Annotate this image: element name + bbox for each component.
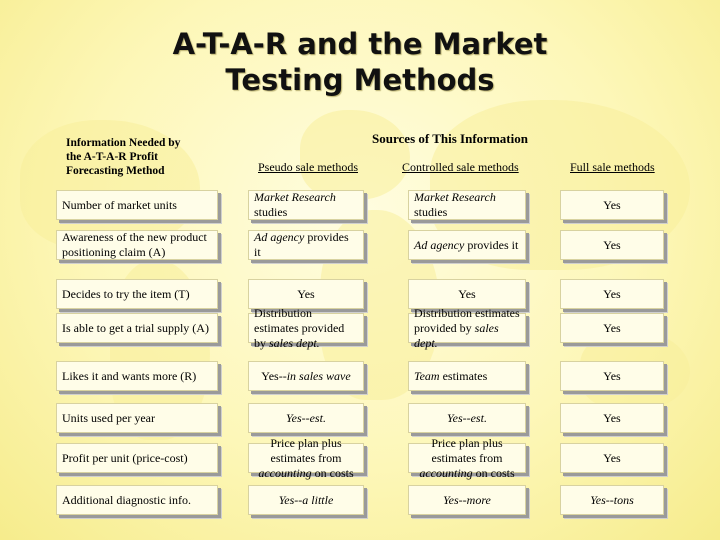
cell-text — [414, 306, 520, 351]
cell-text: Yes--a little — [278, 492, 334, 507]
cell-fragment: on costs — [472, 465, 515, 480]
cell-pseudo — [248, 485, 364, 515]
cell-emphasis: accounting — [258, 465, 312, 480]
cell-full — [560, 279, 664, 309]
cell-pseudo — [248, 305, 364, 350]
row-label: Is able to get a trial supply (A) — [56, 313, 218, 343]
cell-text: Yes--est. — [447, 410, 487, 425]
cell-controlled — [408, 190, 526, 220]
cell-controlled — [408, 279, 526, 309]
cell-text: Yes — [603, 286, 621, 301]
cell-fragment: Price plan plus estimates from — [270, 435, 342, 465]
cell-text — [254, 230, 358, 260]
cell-emphasis: Market Research — [254, 190, 336, 204]
cell-text — [254, 190, 358, 220]
col-header-pseudo: Pseudo sale methods — [258, 160, 358, 174]
cell-fragment: provides it — [464, 237, 519, 252]
cell-pseudo — [248, 361, 364, 391]
cell-full — [560, 230, 664, 260]
cell-fragment: estimates — [439, 368, 488, 383]
cell-text: Yes--more — [443, 492, 491, 507]
cell-text: Yes — [603, 410, 621, 425]
cell-controlled — [408, 403, 526, 433]
row-label: Profit per unit (price-cost) — [56, 443, 218, 473]
cell-text: Yes--tons — [590, 492, 634, 507]
cell-full — [560, 485, 664, 515]
cell-text — [261, 369, 350, 384]
cell-emphasis: sales dept. — [414, 320, 499, 350]
col-header-full: Full sale methods — [570, 160, 655, 174]
cell-full — [560, 313, 664, 343]
title-line-1: A-T-A-R and the Market — [172, 27, 548, 61]
cell-pseudo — [248, 279, 364, 309]
cell-text: Yes — [603, 450, 621, 465]
cell-text — [414, 436, 520, 481]
cell-controlled — [408, 485, 526, 515]
row-label: Number of market units — [56, 190, 218, 220]
row-label: Units used per year — [56, 403, 218, 433]
page-title — [0, 26, 720, 98]
cell-text: Yes — [297, 286, 315, 301]
cell-fragment: studies — [254, 205, 288, 219]
cell-text: Yes — [603, 197, 621, 212]
row-label: Awareness of the new product positioning claim (A) — [56, 230, 218, 260]
map-background — [300, 110, 410, 200]
cell-full — [560, 403, 664, 433]
row-label: Additional diagnostic info. — [56, 485, 218, 515]
cell-emphasis: Ad agency — [254, 230, 305, 244]
cell-full — [560, 361, 664, 391]
cell-pseudo — [248, 435, 364, 480]
cell-fragment: provides it — [254, 230, 349, 259]
cell-controlled — [408, 305, 526, 350]
cell-text — [254, 306, 358, 351]
cell-text: Yes — [603, 320, 621, 335]
cell-pseudo — [248, 230, 364, 260]
cell-fragment: Price plan plus estimates from — [431, 435, 503, 465]
cell-fragment: studies — [414, 205, 448, 219]
cell-text — [414, 190, 520, 220]
cell-controlled — [408, 230, 526, 260]
title-line-2: Testing Methods — [225, 63, 495, 97]
cell-pseudo — [248, 190, 364, 220]
cell-text — [414, 238, 518, 253]
cell-emphasis: Team — [414, 368, 440, 383]
cell-text: Yes — [603, 237, 621, 252]
cell-pseudo — [248, 403, 364, 433]
sources-header: Sources of This Information — [372, 131, 528, 146]
cell-fragment: on costs — [311, 465, 354, 480]
cell-fragment: Distribution estimates provided by — [414, 305, 520, 335]
cell-emphasis: accounting — [419, 465, 473, 480]
cell-emphasis: Ad agency — [414, 237, 465, 252]
cell-full — [560, 443, 664, 473]
cell-fragment: Yes-- — [261, 368, 287, 383]
cell-emphasis: sales dept. — [269, 335, 320, 350]
cell-text: Yes — [458, 286, 476, 301]
row-label: Decides to try the item (T) — [56, 279, 218, 309]
row-label: Likes it and wants more (R) — [56, 361, 218, 391]
cell-text — [254, 436, 358, 481]
info-needed-header: Information Needed by the A-T-A-R Profit Forecasting Method — [66, 137, 181, 177]
col-header-controlled: Controlled sale methods — [402, 160, 519, 174]
cell-text: Yes — [603, 368, 621, 383]
cell-emphasis: in sales wave — [286, 368, 351, 383]
cell-controlled — [408, 435, 526, 480]
cell-text — [414, 369, 487, 384]
cell-emphasis: Market Research — [414, 190, 496, 204]
cell-fragment: Distribution estimates provided by — [254, 305, 345, 350]
cell-text: Yes--est. — [286, 410, 326, 425]
cell-full — [560, 190, 664, 220]
cell-controlled — [408, 361, 526, 391]
